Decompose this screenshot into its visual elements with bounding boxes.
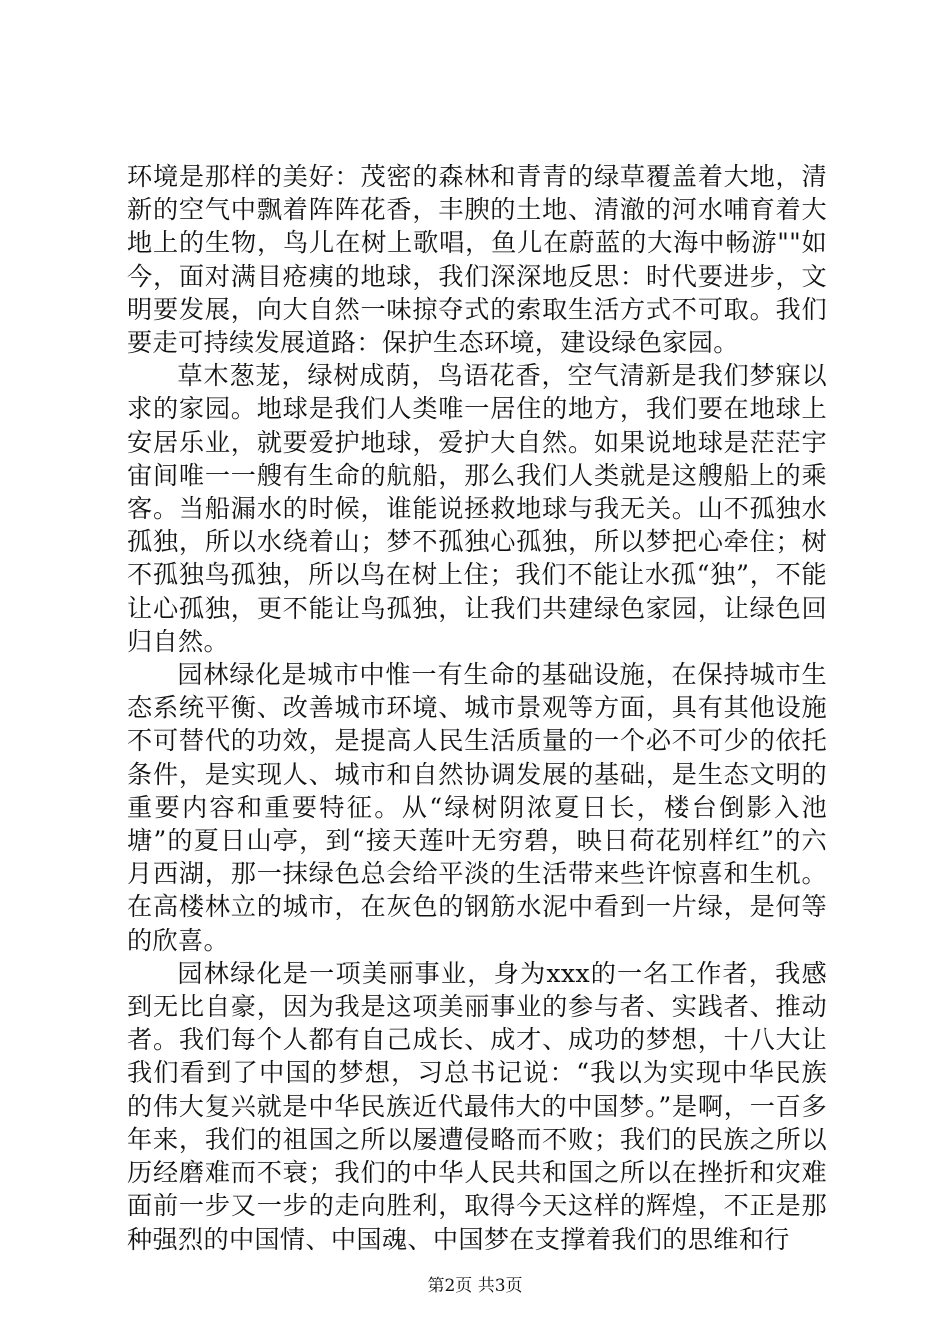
- paragraph-1: 环境是那样的美好：茂密的森林和青青的绿草覆盖着大地，清新的空气中飘着阵阵花香，丰腴的土地、清澈的河水哺育着大地上的生物，鸟儿在树上歌唱，鱼儿在蔚蓝的大海中畅游""如今，面对满目疮痍的地球，我们深深地反思：时代要进步，文明要发展，向大自然一味掠夺式的索取生活方式不可取。我们要走可持续发展道路：保护生态环境，建设绿色家园。: [127, 162, 827, 358]
- paragraph-2: 草木葱茏，绿树成荫，鸟语花香，空气清新是我们梦寐以求的家园。地球是我们人类唯一居住的地方，我们要在地球上安居乐业，就要爱护地球，爱护大自然。如果说地球是茫茫宇宙间唯一一艘有生命的航船，那么我们人类就是这艘船上的乘客。当船漏水的时候，谁能说拯救地球与我无关。山不孤独水孤独，所以水绕着山；梦不孤独心孤独，所以梦把心牵住；树不孤独鸟孤独，所以鸟在树上住；我们不能让水孤“独”，不能让心孤独，更不能让鸟孤独，让我们共建绿色家园，让绿色回归自然。: [127, 361, 827, 656]
- body-text: [127, 160, 827, 1256]
- page-number-footer: 第2页 共3页: [427, 1276, 523, 1296]
- paragraph-4: 园林绿化是一项美丽事业，身为xxx的一名工作者，我感到无比自豪，因为我是这项美丽事业的参与者、实践者、推动者。我们每个人都有自己成长、成才、成功的梦想，十八大让我们看到了中国的梦想，习总书记说：“我以为实现中华民族的伟大复兴就是中华民族近代最伟大的中国梦。”是啊，一百多年来，我们的祖国之所以屡遭侵略而不败；我们的民族之所以历经磨难而不衰；我们的中华人民共和国之所以在挫折和灾难面前一步又一步的走向胜利，取得今天这样的辉煌，不正是那种强烈的中国情、中国魂、中国梦在支撑着我们的思维和行: [127, 958, 827, 1254]
- paragraph-3: 园林绿化是城市中惟一有生命的基础设施，在保持城市生态系统平衡、改善城市环境、城市景观等方面，具有其他设施不可替代的功效，是提高人民生活质量的一个必不可少的依托条件，是实现人、城市和自然协调发展的基础，是生态文明的重要内容和重要特征。从“绿树阴浓夏日长，楼台倒影入池塘”的夏日山亭，到“接天莲叶无穷碧，映日荷花别样红”的六月西湖，那一抹绿色总会给平淡的生活带来些许惊喜和生机。在高楼林立的城市，在灰色的钢筋水泥中看到一片绿，是何等的欣喜。: [127, 660, 827, 955]
